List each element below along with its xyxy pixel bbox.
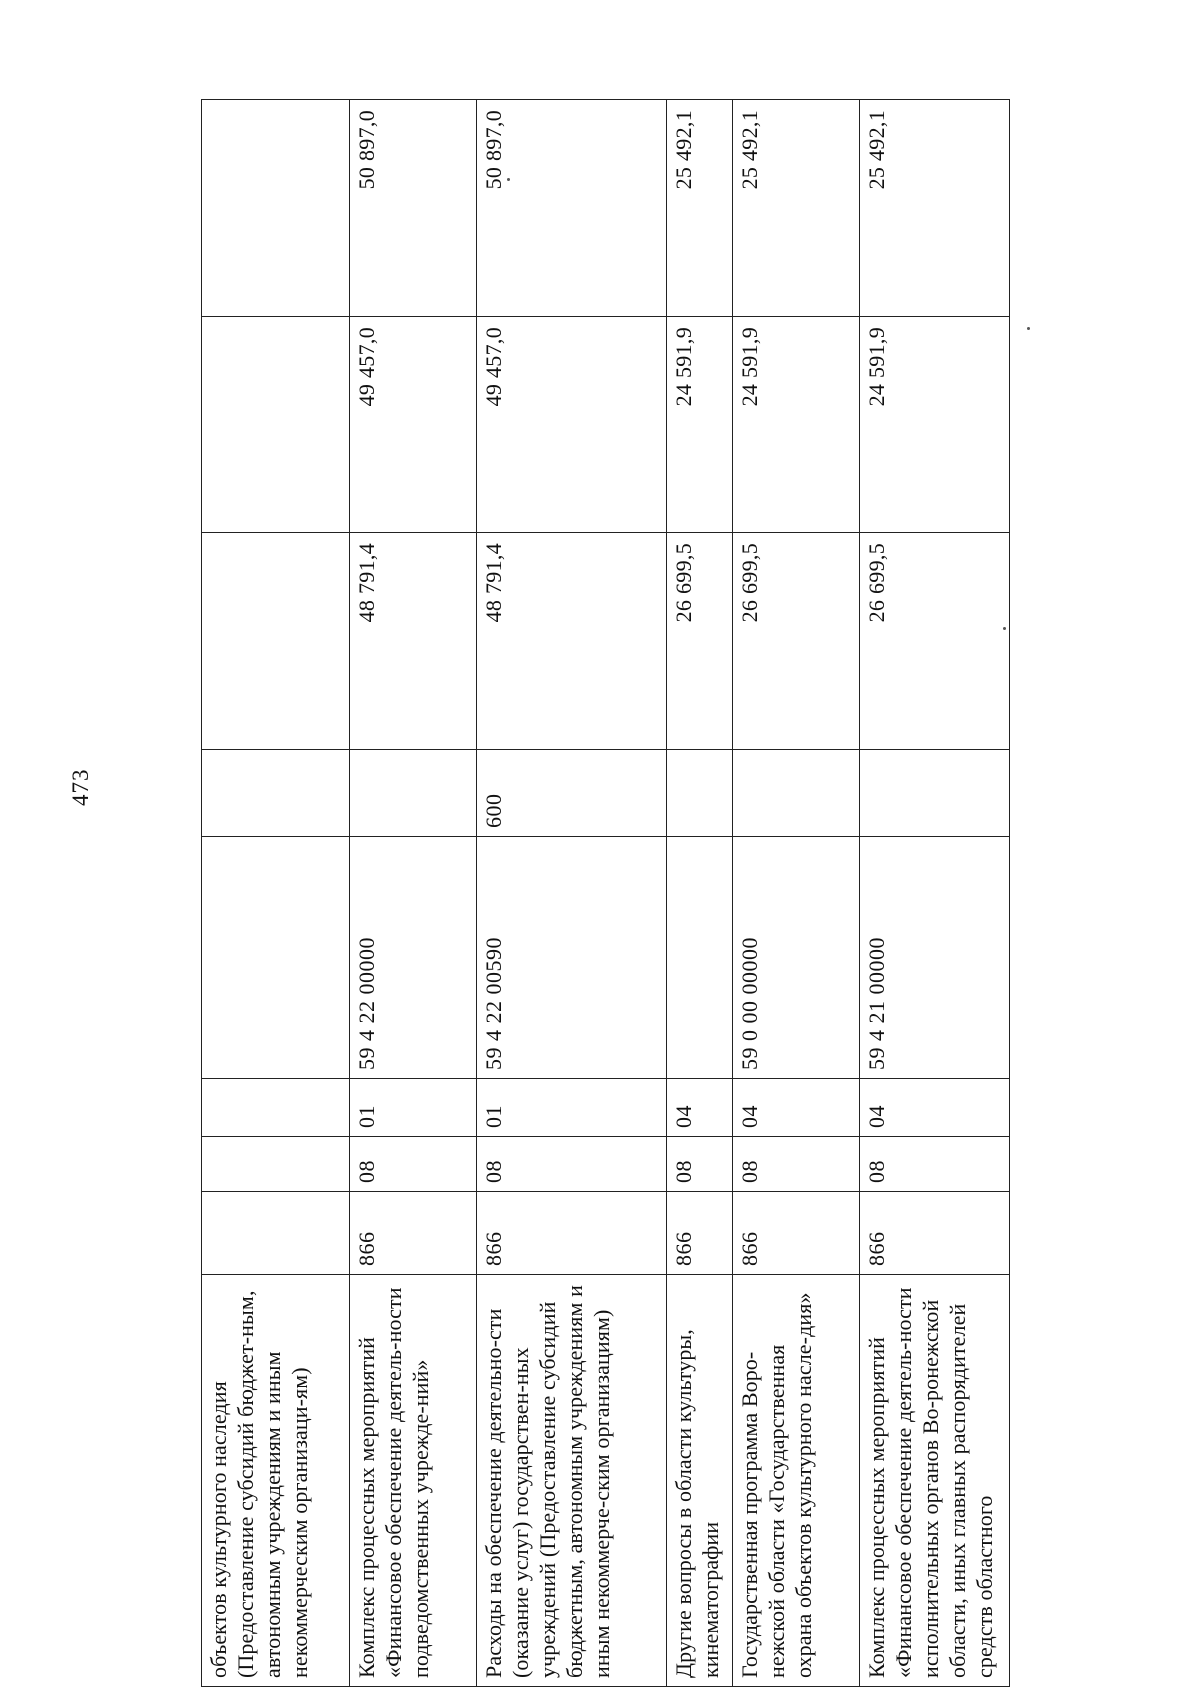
page-number: 473	[68, 768, 93, 806]
section-cell	[202, 1137, 350, 1192]
section-cell: 08	[477, 1137, 667, 1192]
table-row	[860, 100, 1010, 1687]
table-row	[350, 100, 477, 1687]
expense-type-cell	[202, 750, 350, 837]
amount-year3-cell: 50 897,0	[350, 100, 477, 317]
amount-year3-cell: 25 492,1	[733, 100, 860, 317]
amount-year3-cell	[202, 100, 350, 317]
department-code-cell: 866	[860, 1192, 1010, 1275]
target-article-cell: 59 4 22 00590	[477, 837, 667, 1079]
amount-year3-cell: 50 897,0	[477, 100, 667, 317]
expense-type-cell	[860, 750, 1010, 837]
amount-year2-cell: 24 591,9	[667, 317, 733, 533]
scan-speck	[1003, 627, 1006, 630]
table-row	[477, 100, 667, 1687]
section-cell: 08	[733, 1137, 860, 1192]
row-name-cell: Комплекс процессных мероприятий «Финансовое обеспечение деятель-ности подведомственных учрежде-ний»	[350, 1275, 477, 1687]
row-name-cell: Комплекс процессных мероприятий «Финансовое обеспечение деятель-ности исполнительных органов Во-ронежской области, иных главных распорядителей средств областного	[860, 1275, 1010, 1687]
row-name-cell: Другие вопросы в области культуры, кинематографии	[667, 1275, 733, 1687]
amount-year3-cell: 25 492,1	[667, 100, 733, 317]
scan-speck	[1027, 327, 1030, 330]
target-article-cell: 59 0 00 00000	[733, 837, 860, 1079]
subsection-cell: 01	[477, 1079, 667, 1137]
amount-year2-cell: 49 457,0	[350, 317, 477, 533]
subsection-cell: 04	[733, 1079, 860, 1137]
amount-year2-cell: 49 457,0	[477, 317, 667, 533]
row-name-cell: Государственная программа Воро-нежской области «Государственная охрана объектов культурного насле-дия»	[733, 1275, 860, 1687]
department-code-cell: 866	[477, 1192, 667, 1275]
amount-year1-cell: 48 791,4	[350, 533, 477, 750]
amount-year2-cell: 24 591,9	[733, 317, 860, 533]
amount-year2-cell	[202, 317, 350, 533]
target-article-cell: 59 4 22 00000	[350, 837, 477, 1079]
target-article-cell	[202, 837, 350, 1079]
table-row	[202, 100, 350, 1687]
expense-type-cell	[350, 750, 477, 837]
amount-year2-cell: 24 591,9	[860, 317, 1010, 533]
amount-year3-cell: 25 492,1	[860, 100, 1010, 317]
subsection-cell: 04	[667, 1079, 733, 1137]
department-code-cell: 866	[733, 1192, 860, 1275]
amount-year1-cell	[202, 533, 350, 750]
row-name-cell: объектов культурного наследия (Предоставление субсидий бюджет-ным, автономным учреждениям и иным некоммерческим организаци-ям)	[202, 1275, 350, 1687]
amount-year1-cell: 26 699,5	[667, 533, 733, 750]
table-row	[667, 100, 733, 1687]
expense-type-cell: 600	[477, 750, 667, 837]
target-article-cell: 59 4 21 00000	[860, 837, 1010, 1079]
table-row	[733, 100, 860, 1687]
subsection-cell: 01	[350, 1079, 477, 1137]
scan-speck	[507, 178, 510, 181]
amount-year1-cell: 26 699,5	[733, 533, 860, 750]
subsection-cell: 04	[860, 1079, 1010, 1137]
subsection-cell	[202, 1079, 350, 1137]
expense-type-cell	[667, 750, 733, 837]
section-cell: 08	[667, 1137, 733, 1192]
section-cell: 08	[350, 1137, 477, 1192]
department-code-cell: 866	[667, 1192, 733, 1275]
expense-type-cell	[733, 750, 860, 837]
budget-table	[201, 99, 1010, 1687]
budget-table-container	[201, 100, 1096, 1687]
department-code-cell: 866	[350, 1192, 477, 1275]
section-cell: 08	[860, 1137, 1010, 1192]
amount-year1-cell: 48 791,4	[477, 533, 667, 750]
target-article-cell	[667, 837, 733, 1079]
row-name-cell: Расходы на обеспечение деятельно-сти (оказание услуг) государствен-ных учреждений (Предоставление субсидий бюджетным, автономным учреждениям и иным некоммерче-ским организациям)	[477, 1275, 667, 1687]
department-code-cell	[202, 1192, 350, 1275]
amount-year1-cell: 26 699,5	[860, 533, 1010, 750]
